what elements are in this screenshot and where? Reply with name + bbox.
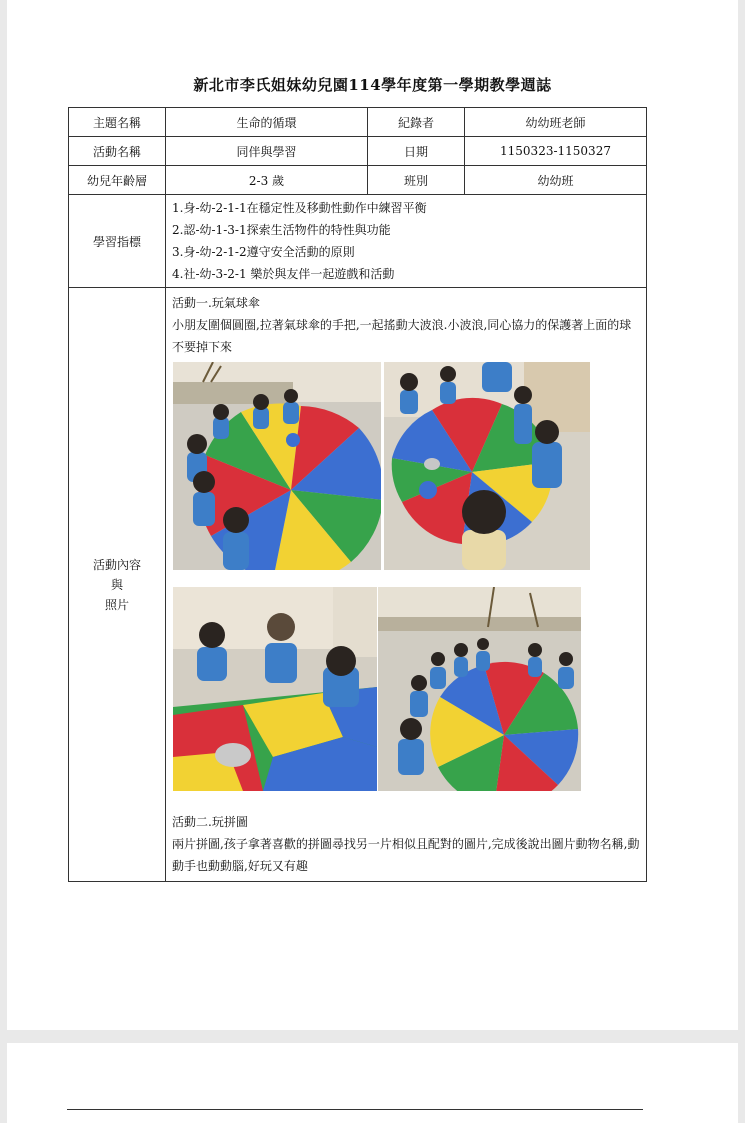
- learning-goal-4: 4.社-幼-3-2-1 樂於與友伴一起遊戲和活動: [172, 267, 395, 281]
- age-value: 2-3 歲: [166, 166, 368, 195]
- recorder-label: 紀錄者: [368, 108, 465, 137]
- journal-table: [68, 107, 647, 882]
- activity-content: [166, 288, 647, 882]
- learning-goal-2: 2.認-幼-1-3-1探索生活物件的特性與功能: [172, 223, 391, 237]
- date-label: 日期: [368, 137, 465, 166]
- activity2-title: 活動二.玩拼圖: [172, 815, 248, 829]
- recorder-value: 幼幼班老師: [465, 108, 647, 137]
- activity2-description: 兩片拼圖,孩子拿著喜歡的拼圖尋找另一片相似且配對的圖片,完成後說出圖片動物名稱,動動手也動動腦,好玩又有趣: [172, 837, 640, 873]
- learning-label: 學習指標: [69, 195, 166, 288]
- learning-goals: [166, 195, 647, 288]
- photo-parachute-2: [384, 362, 590, 570]
- table-row: [69, 195, 647, 288]
- learning-goal-1: 1.身-幼-2-1-1在穩定性及移動性動作中練習平衡: [172, 201, 427, 215]
- content-label: [69, 288, 166, 882]
- photo-parachute-3: [173, 587, 377, 791]
- activity1-title: 活動一.玩氣球傘: [172, 296, 260, 310]
- page2-table-top-border: [67, 1109, 643, 1110]
- document-page-2: [7, 1043, 738, 1123]
- document-page-1: [7, 0, 738, 1030]
- photo-row-1: [172, 362, 640, 584]
- class-value: 幼幼班: [465, 166, 647, 195]
- theme-value: 生命的循環: [166, 108, 368, 137]
- activity1-description: 小朋友圍個圓圈,拉著氣球傘的手把,一起搖動大波浪.小波浪,同心協力的保護著上面的球不要掉下來: [172, 318, 632, 354]
- theme-label: 主題名稱: [69, 108, 166, 137]
- content-label-line3: 照片: [104, 597, 129, 612]
- date-value: 1150323-1150327: [465, 137, 647, 166]
- table-row: [69, 166, 647, 195]
- class-label: 班別: [368, 166, 465, 195]
- activity-name-label: 活動名稱: [69, 137, 166, 166]
- photo-parachute-1: [173, 362, 381, 570]
- content-label-line1: 活動內容: [92, 557, 141, 572]
- photo-row-2: [172, 587, 640, 809]
- photo-parachute-4: [378, 587, 581, 791]
- table-row: [69, 137, 647, 166]
- document-title: 新北市李氏姐妹幼兒園114學年度第一學期教學週誌: [193, 76, 552, 94]
- table-row: [69, 288, 647, 882]
- age-label: 幼兒年齡層: [69, 166, 166, 195]
- learning-goal-3: 3.身-幼-2-1-2遵守安全活動的原則: [172, 245, 355, 259]
- activity-name-value: 同伴與學習: [166, 137, 368, 166]
- content-label-line2: 與: [110, 577, 123, 592]
- table-row: [69, 108, 647, 137]
